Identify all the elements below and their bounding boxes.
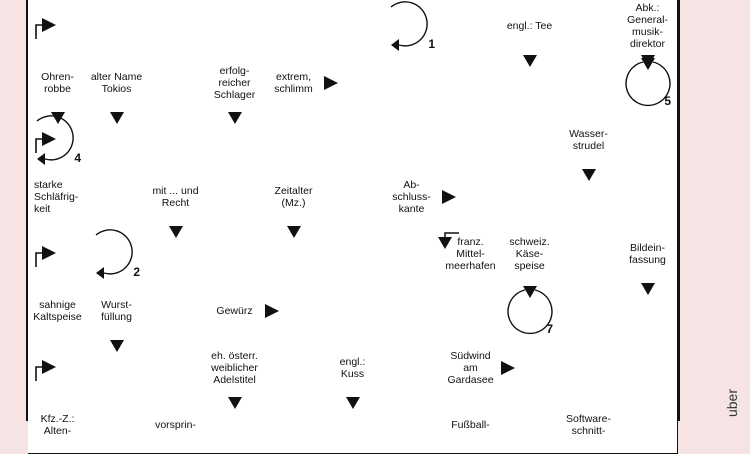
arrow-down-icon — [346, 397, 360, 409]
grid-cell[interactable] — [559, 0, 619, 55]
arrow-bent-down-icon — [437, 227, 459, 249]
clue-cell — [618, 0, 678, 55]
arrow-down-icon — [51, 112, 65, 124]
clue-text: Ab- schluss- kante — [392, 178, 431, 215]
arrow-right-icon — [442, 190, 456, 204]
solution-number: 2 — [133, 265, 140, 279]
arrow-down-icon — [641, 283, 655, 295]
grid-cell[interactable] — [28, 339, 88, 397]
grid-cell[interactable] — [205, 0, 265, 55]
author-credit: uber — [724, 388, 740, 417]
clue-text: Gewürz — [216, 304, 253, 317]
grid-cell[interactable] — [87, 396, 147, 454]
grid-cell[interactable] — [146, 111, 206, 169]
solution-number: 7 — [546, 322, 553, 336]
clue-text: alter Name Tokios — [90, 70, 143, 95]
grid-cell[interactable] — [441, 111, 501, 169]
grid-cell[interactable] — [323, 0, 383, 55]
grid-cell[interactable] — [441, 0, 501, 55]
grid-cell[interactable] — [441, 282, 501, 340]
arrow-down-icon — [169, 226, 183, 238]
clue-text: Wurst- füllung — [101, 298, 132, 323]
grid-cell[interactable] — [205, 225, 265, 283]
arrow-down-icon — [287, 226, 301, 238]
clue-cell — [205, 282, 265, 340]
clue-text: Fußball- — [451, 418, 490, 431]
clue-cell — [28, 396, 88, 454]
arrow-down-icon — [523, 55, 537, 67]
clue-text: extrem, schlimm — [274, 70, 313, 95]
grid-cell[interactable] — [559, 282, 619, 340]
grid-cell[interactable] — [264, 111, 324, 169]
solution-number: 4 — [74, 151, 81, 165]
clue-text: schweiz. Käse- speise — [509, 235, 550, 272]
clue-cell — [500, 225, 560, 283]
grid-cell[interactable] — [500, 396, 560, 454]
arrow-right-icon — [501, 361, 515, 375]
clue-text: Wasser- strudel — [569, 127, 608, 152]
grid-cell[interactable] — [618, 396, 678, 454]
clue-text: mit ... und Recht — [152, 184, 199, 209]
clue-cell — [87, 54, 147, 112]
grid-cell[interactable] — [323, 225, 383, 283]
clue-cell — [87, 282, 147, 340]
clue-cell — [28, 54, 88, 112]
grid-cell[interactable] — [559, 339, 619, 397]
clue-cell — [382, 168, 442, 226]
grid-cell[interactable] — [87, 0, 147, 55]
grid-cell[interactable] — [28, 225, 88, 283]
arrow-down-icon — [228, 112, 242, 124]
clue-cell — [618, 225, 678, 283]
clue-text: starke Schläfrig- keit — [34, 178, 79, 215]
grid-cell[interactable] — [618, 339, 678, 397]
grid-cell[interactable] — [382, 111, 442, 169]
clue-cell — [264, 54, 324, 112]
start-arrow-icon — [34, 355, 58, 381]
clue-text: sahnige Kaltspeise — [33, 298, 82, 323]
grid-cell[interactable] — [382, 225, 442, 283]
grid-cell[interactable] — [146, 339, 206, 397]
clue-text: Südwind am Gardasee — [447, 349, 494, 386]
grid-cell[interactable] — [323, 168, 383, 226]
clue-cell — [28, 282, 88, 340]
grid-cell[interactable] — [618, 168, 678, 226]
clue-cell — [559, 111, 619, 169]
arrow-right-icon — [324, 76, 338, 90]
clue-cell — [28, 168, 88, 226]
grid-cell[interactable] — [264, 0, 324, 55]
clue-cell — [441, 339, 501, 397]
clue-text: franz. Mittel- meerhafen — [445, 235, 496, 272]
grid-cell[interactable] — [382, 339, 442, 397]
grid-cell[interactable] — [205, 168, 265, 226]
grid-cell[interactable] — [559, 225, 619, 283]
crossword-grid — [26, 0, 680, 437]
clue-text: erfolg- reicher Schlager — [213, 64, 256, 101]
start-arrow-icon — [34, 241, 58, 267]
clue-text: Ohren- robbe — [41, 70, 74, 95]
grid-cell[interactable] — [559, 54, 619, 112]
grid-cell[interactable] — [146, 54, 206, 112]
start-arrow-icon — [34, 13, 58, 39]
grid-cell[interactable] — [441, 54, 501, 112]
clue-text: engl.: Kuss — [339, 355, 366, 380]
clue-text: Software- schnitt- — [566, 412, 611, 437]
arrow-down-icon — [110, 112, 124, 124]
clue-cell — [146, 168, 206, 226]
arrow-down-icon — [110, 340, 124, 352]
clue-text: eh. österr. weiblicher Adelstitel — [211, 349, 258, 386]
grid-cell[interactable] — [87, 168, 147, 226]
clue-text: Kfz.-Z.: Alten- — [40, 412, 75, 437]
grid-cell[interactable] — [382, 282, 442, 340]
grid-cell[interactable] — [500, 168, 560, 226]
clue-cell — [441, 396, 501, 454]
clue-text: Bildein- fassung — [629, 241, 666, 266]
grid-cell[interactable] — [382, 54, 442, 112]
grid-cell[interactable] — [500, 111, 560, 169]
grid-cell[interactable] — [146, 282, 206, 340]
clue-cell — [205, 339, 265, 397]
arrow-right-icon — [265, 304, 279, 318]
grid-cell[interactable] — [382, 0, 442, 55]
grid-cell[interactable] — [382, 396, 442, 454]
clue-cell — [264, 168, 324, 226]
clue-cell — [205, 54, 265, 112]
arrow-down-icon — [641, 55, 655, 67]
grid-cell[interactable] — [323, 111, 383, 169]
grid-cell[interactable] — [500, 282, 560, 340]
clue-text: Abk.: General- musik- direktor — [627, 1, 668, 50]
arrow-down-icon — [582, 169, 596, 181]
clue-cell — [146, 396, 206, 454]
clue-text: Zeitalter (Mz.) — [274, 184, 313, 209]
grid-cell[interactable] — [146, 0, 206, 55]
grid-cell[interactable] — [28, 0, 88, 55]
solution-number: 5 — [664, 94, 671, 108]
clue-text: vorsprin- — [155, 418, 196, 431]
grid-cell[interactable] — [618, 111, 678, 169]
clue-cell — [323, 339, 383, 397]
grid-cell[interactable] — [87, 225, 147, 283]
arrow-down-icon — [228, 397, 242, 409]
solution-number: 1 — [428, 37, 435, 51]
grid-cell[interactable] — [323, 282, 383, 340]
grid-cell[interactable] — [264, 339, 324, 397]
clue-text: engl.: Tee — [506, 19, 553, 32]
clue-cell — [500, 0, 560, 55]
grid-cell[interactable] — [264, 396, 324, 454]
clue-cell — [559, 396, 619, 454]
